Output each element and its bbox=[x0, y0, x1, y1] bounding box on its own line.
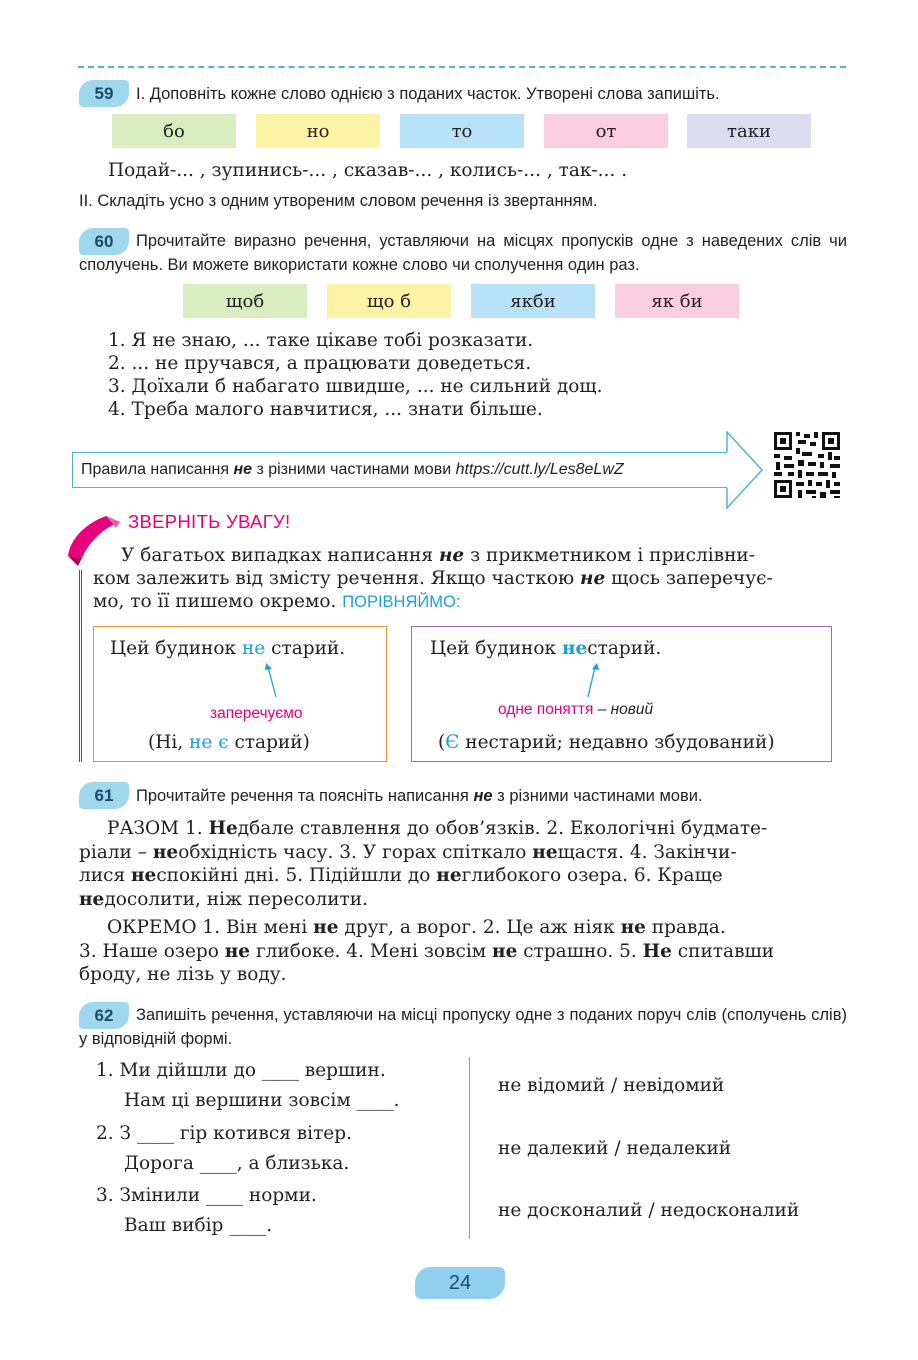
sentence-part: старий. bbox=[265, 638, 346, 659]
particle-ne: не bbox=[620, 917, 646, 938]
together-line bbox=[79, 841, 845, 865]
together-line bbox=[79, 817, 845, 841]
text-part: щастя. 4. Закінчи- bbox=[557, 841, 737, 863]
chip-label: но bbox=[306, 120, 330, 142]
box-sentence bbox=[110, 637, 345, 661]
particle-ne: Не bbox=[642, 940, 672, 962]
item-2-line-2: Дорога ____, а близька. bbox=[124, 1153, 350, 1174]
phrase-part: (Ні, bbox=[148, 732, 190, 753]
exercise-number-61: 61 bbox=[79, 782, 129, 809]
phrase-part: ( bbox=[438, 732, 446, 753]
note-single-concept bbox=[498, 701, 653, 719]
link-url[interactable]: https://cutt.ly/Les8eLwZ bbox=[455, 461, 624, 478]
link-text-ne: не bbox=[233, 461, 252, 478]
option-1: не відомий / невідомий bbox=[498, 1075, 725, 1096]
pointer-arrow-icon bbox=[582, 661, 602, 701]
word-chip-3 bbox=[471, 284, 595, 318]
box-bottom-phrase bbox=[438, 731, 775, 755]
text-part: лися bbox=[79, 865, 131, 886]
note-synonym: новий bbox=[610, 701, 654, 718]
task-part: з різними частинами мови. bbox=[492, 787, 703, 805]
attention-text: У багатьох випадках написання bbox=[121, 545, 439, 566]
chip-label: що б bbox=[366, 290, 412, 312]
exercise-59-words: Подай-... , зупинись-... , сказав-... , колись-... , так-... . bbox=[108, 160, 628, 181]
chip-label: щоб bbox=[225, 290, 265, 312]
comparison-box-separate bbox=[93, 626, 387, 762]
chip-label: то bbox=[451, 120, 473, 142]
exercise-number-62: 62 bbox=[79, 1002, 129, 1029]
text-part: глибоке. 4. Мені зовсім bbox=[250, 940, 493, 962]
text-part: дбале ставлення до обов’язків. 2. Екологічні будмате- bbox=[237, 818, 768, 839]
chip-label: як би bbox=[651, 290, 703, 312]
separate-line bbox=[79, 940, 845, 964]
column-divider bbox=[469, 1057, 470, 1239]
exercise-61-task bbox=[136, 784, 703, 808]
exercise-60-task: Прочитайте виразно речення, уставляючи на місцях пропусків одне з наведених слів чи сполучень. Ви можете використати кожне слово чи сполучення один раз. bbox=[79, 232, 847, 274]
attention-title: ЗВЕРНІТЬ УВАГУ! bbox=[128, 511, 291, 532]
sentence-2: 2. ... не пручався, а працювати доведеться. bbox=[108, 353, 532, 374]
text-part: 3. Наше озеро bbox=[79, 940, 225, 962]
item-3-line-1: 3. Змінили ____ норми. bbox=[96, 1185, 317, 1206]
attention-side-bar bbox=[79, 570, 82, 762]
text-part: глибокого озера. 6. Краще bbox=[461, 865, 723, 886]
together-line bbox=[79, 888, 845, 912]
sentence-part: старий. bbox=[587, 638, 662, 659]
link-text-prefix: Правила написання bbox=[81, 461, 234, 478]
chip-label: бо bbox=[163, 120, 185, 142]
text-part: броду, не лізь у воду. bbox=[79, 964, 287, 985]
exercise-number-60: 60 bbox=[79, 228, 129, 255]
exercise-59-task-1: І. Доповніть кожне слово однією з поданих часток. Утворені слова запишіть. bbox=[136, 85, 720, 103]
particle-ne: не bbox=[436, 865, 462, 886]
item-1-line-2: Нам ці вершини зовсім ____. bbox=[124, 1090, 400, 1111]
separate-examples bbox=[79, 916, 845, 987]
text-part: спитавши bbox=[671, 940, 775, 962]
particle-ne: не bbox=[580, 568, 606, 589]
attention-text: щось заперечує- bbox=[605, 568, 773, 589]
chip-label: таки bbox=[727, 120, 771, 142]
compare-label: ПОРІВНЯЙМО: bbox=[342, 593, 461, 611]
item-2-line-1: 2. З ____ гір котився вітер. bbox=[96, 1123, 352, 1144]
particle-ne: Не bbox=[208, 818, 238, 839]
particle-ne: не bbox=[473, 787, 493, 805]
note-part: одне поняття bbox=[498, 701, 594, 718]
sentence-1: 1. Я не знаю, ... таке цікаве тобі розказати. bbox=[108, 330, 534, 351]
word-chip-2 bbox=[327, 284, 451, 318]
particle-ne: не bbox=[131, 865, 157, 886]
text-part: ріали – bbox=[79, 841, 153, 863]
particle-ne: не bbox=[561, 638, 588, 659]
particle-chip-5 bbox=[687, 114, 811, 148]
particle-chip-4 bbox=[544, 114, 668, 148]
particle-ne: не bbox=[152, 841, 179, 863]
word-chip-1 bbox=[183, 284, 307, 318]
attention-text: ком залежить від змісту речення. Якщо часткою bbox=[93, 568, 581, 589]
particle-ne: не bbox=[532, 841, 558, 863]
phrase-highlight: не є bbox=[189, 732, 229, 753]
comparison-box-together bbox=[411, 626, 832, 762]
pointer-arrow-icon bbox=[262, 661, 282, 701]
task-part: Прочитайте речення та поясніть написання bbox=[136, 787, 474, 805]
option-3: не досконалий / недосконалий bbox=[498, 1200, 800, 1221]
together-line bbox=[79, 864, 845, 888]
particle-ne: не bbox=[438, 545, 465, 566]
arrow-right-icon bbox=[724, 431, 764, 509]
sentence-4: 4. Треба малого навчитися, ... знати більше. bbox=[108, 399, 543, 420]
note-dash: – bbox=[593, 701, 611, 718]
text-part: правда. bbox=[645, 917, 726, 938]
text-part: ОКРЕМО 1. Він мені bbox=[107, 917, 314, 938]
box-sentence bbox=[430, 637, 661, 661]
attention-text: мо, то її пишемо окремо. bbox=[93, 591, 343, 612]
option-2: не далекий / недалекий bbox=[498, 1138, 732, 1159]
particle-ne: не bbox=[224, 940, 251, 962]
text-part: спокійні дні. 5. Підійшли до bbox=[156, 865, 437, 886]
word-chip-4 bbox=[615, 284, 739, 318]
attention-line-2 bbox=[93, 567, 773, 591]
particle-ne: не bbox=[241, 638, 266, 659]
text-part: друг, а ворог. 2. Це аж ніяк bbox=[338, 917, 621, 938]
qr-code-icon[interactable] bbox=[772, 430, 842, 500]
rules-link-banner[interactable] bbox=[72, 452, 728, 488]
text-part: РАЗОМ 1. bbox=[107, 818, 209, 839]
item-1-line-1: 1. Ми дійшли до ____ вершин. bbox=[96, 1060, 386, 1081]
note-negation: заперечуємо bbox=[210, 705, 303, 722]
link-text-middle: з різними частинами мови bbox=[252, 461, 456, 478]
particle-ne: не bbox=[492, 940, 518, 962]
sentence-part: Цей будинок bbox=[430, 638, 562, 659]
together-examples bbox=[79, 817, 845, 911]
particle-chip-3 bbox=[400, 114, 524, 148]
page-number: 24 bbox=[415, 1267, 505, 1299]
exercise-59-task-2: ІІ. Складіть усно з одним утвореним словом речення із звертанням. bbox=[79, 192, 598, 210]
particle-ne: не bbox=[313, 917, 339, 938]
text-part: страшно. 5. bbox=[517, 940, 643, 962]
top-divider bbox=[78, 66, 846, 68]
phrase-highlight: Є bbox=[445, 732, 460, 753]
attention-text: з прикметником і прислівни- bbox=[464, 545, 755, 566]
attention-line-3 bbox=[93, 590, 460, 615]
exercise-62-task: Запишіть речення, уставляючи на місці пропуску одне з поданих поруч слів (сполучень слів) у відповідній формі. bbox=[79, 1006, 847, 1048]
chip-label: якби bbox=[510, 290, 556, 312]
text-part: досолити, ніж пересолити. bbox=[104, 888, 368, 910]
sentence-part: Цей будинок bbox=[110, 638, 242, 659]
particle-chip-1 bbox=[112, 114, 236, 148]
exercise-number-59: 59 bbox=[79, 80, 129, 107]
sentence-3: 3. Доїхали б набагато швидше, ... не сильний дощ. bbox=[108, 376, 603, 397]
chip-label: от bbox=[595, 120, 617, 142]
text-part: обхідність часу. 3. У горах спіткало bbox=[178, 841, 533, 863]
phrase-part: старий) bbox=[228, 732, 310, 753]
phrase-part: нестарий; недавно збудований) bbox=[459, 732, 775, 753]
particle-ne: не bbox=[79, 888, 105, 910]
item-3-line-2: Ваш вибір ____. bbox=[124, 1215, 273, 1236]
separate-line bbox=[79, 963, 845, 987]
particle-chip-2 bbox=[256, 114, 380, 148]
attention-line-1 bbox=[93, 544, 845, 568]
box-bottom-phrase bbox=[148, 731, 310, 755]
separate-line bbox=[79, 916, 845, 940]
